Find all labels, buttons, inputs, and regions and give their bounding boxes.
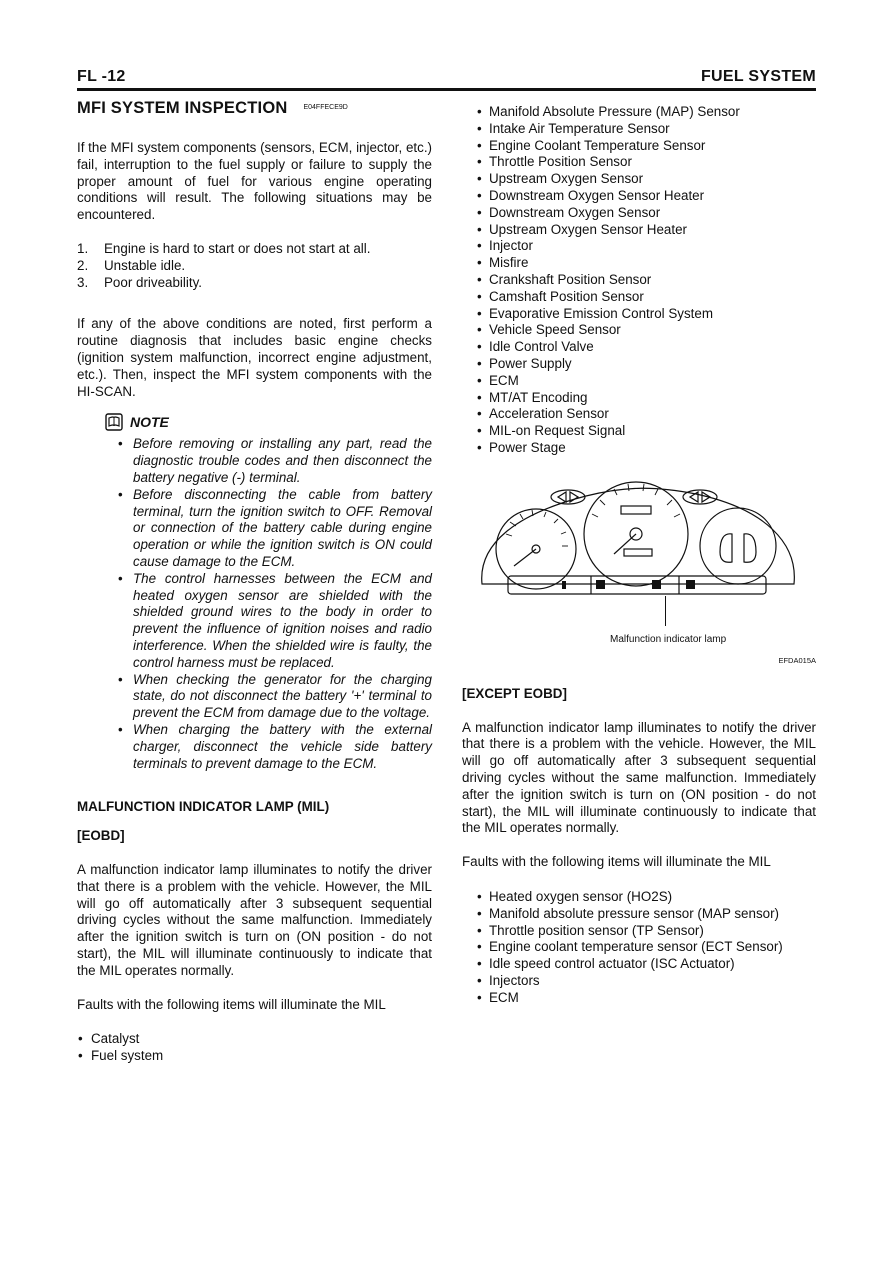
list-item: • Power Stage [462, 440, 816, 457]
mfi-inspection-heading [77, 100, 432, 117]
item-text: Poor driveability. [104, 274, 202, 290]
mfi-followup: If any of the above conditions are noted, first perform a routine diagnosis that includes basic engine checks (ignition system malfunction, incorrect engine adjustment, etc.). Then, inspect the MFI system components with the HI-SCAN. [77, 316, 432, 399]
list-item: • Manifold Absolute Pressure (MAP) Sensor [462, 104, 816, 121]
list-item: • Heated oxygen sensor (HO2S) [462, 889, 816, 906]
list-item: • Camshaft Position Sensor [462, 289, 816, 306]
except-eobd-faults-intro: Faults with the following items will illuminate the MIL [462, 854, 771, 870]
list-item: • Evaporative Emission Control System [462, 306, 816, 323]
trip-display [624, 549, 652, 556]
mil-engine-lamp-icon [596, 580, 605, 589]
section-title: FUEL SYSTEM [700, 68, 816, 85]
list-item: • Engine Coolant Temperature Sensor [462, 138, 816, 155]
figure-code: EFDA015A [778, 656, 816, 665]
page-number: FL -12 [77, 68, 126, 85]
list-item: • Throttle Position Sensor [462, 154, 816, 171]
fuel-temp-gauge [700, 508, 776, 584]
list-item: • Throttle position sensor (TP Sensor) [462, 923, 816, 940]
eobd-faults-intro: Faults with the following items will illuminate the MIL [77, 996, 386, 1012]
list-item: • Downstream Oxygen Sensor [462, 205, 816, 222]
list-item: • MIL-on Request Signal [462, 423, 816, 440]
note-item: • Before removing or installing any part, read the diagnostic trouble codes and then disconnect the battery negative (-) terminal. [117, 436, 432, 486]
list-item: • Acceleration Sensor [462, 406, 816, 423]
list-item: • Fuel system [77, 1048, 432, 1065]
list-item [77, 258, 432, 275]
except-eobd-heading: [EXCEPT EOBD] [462, 685, 567, 701]
item-number: 2. [77, 257, 89, 273]
warning-lamp-strip [508, 576, 766, 594]
list-item: • Downstream Oxygen Sensor Heater [462, 188, 816, 205]
except-eobd-faults-list [462, 889, 816, 1007]
note-label: NOTE [130, 413, 169, 430]
list-item: • Idle Control Valve [462, 339, 816, 356]
list-item: • Crankshaft Position Sensor [462, 272, 816, 289]
note-item: • Before disconnecting the cable from battery terminal, turn the ignition switch to OFF. Removal or connection of the battery cable during engine operation or while the ignition switch is ON could cause damage to the ECM. [117, 487, 432, 571]
list-item: • Idle speed control actuator (ISC Actuator) [462, 956, 816, 973]
note-heading [105, 413, 432, 431]
mfi-intro: If the MFI system components (sensors, ECM, injector, etc.) fail, interruption to the fuel supply or failure to supply the proper amount of fuel for various engine operating conditions will result. The following situations may be encountered. [77, 140, 432, 223]
eobd-faults-list-continued [462, 104, 816, 457]
item-number: 1. [77, 241, 89, 257]
item-text: Engine is hard to start or does not start at all. [104, 241, 371, 257]
mil-heading: MALFUNCTION INDICATOR LAMP (MIL) [77, 799, 330, 815]
list-item [77, 241, 432, 258]
mfi-inspection-title: MFI SYSTEM INSPECTION [77, 99, 288, 117]
list-item: • Misfire [462, 255, 816, 272]
list-item: • Vehicle Speed Sensor [462, 322, 816, 339]
note-book-icon [105, 413, 123, 431]
eobd-description: A malfunction indicator lamp illuminates to notify the driver that there is a problem with the vehicle. However, the MIL will go off automatically after 3 subsequent sequential driving cycles without the same malfunction. Immediately after the ignition switch is turn on (ON position - do not start), the MIL will illuminate continuously to indicate that the MIL operates normally. [77, 861, 432, 978]
list-item [77, 275, 432, 292]
list-item: • ECM [462, 373, 816, 390]
list-item: • Engine coolant temperature sensor (ECT Sensor) [462, 939, 816, 956]
note-item: • When checking the generator for the charging state, do not disconnect the battery '+' terminal to prevent the ECM from damage due to the voltage. [117, 672, 432, 722]
instrument-cluster-illustration [476, 474, 798, 608]
mfi-inspection-code: E04FFECE9D [303, 104, 348, 112]
list-item: • Catalyst [77, 1031, 432, 1048]
list-item: • Intake Air Temperature Sensor [462, 121, 816, 138]
speedometer-needle [614, 534, 636, 554]
item-text: Unstable idle. [104, 257, 186, 273]
list-item: • ECM [462, 990, 816, 1007]
item-number: 3. [77, 274, 89, 290]
list-item: • Power Supply [462, 356, 816, 373]
eobd-heading: [EOBD] [77, 828, 125, 844]
note-item: • The control harnesses between the ECM and heated oxygen sensor are shielded with the shielded ground wires to the body in order to prevent the influence of ignition noises and radio interference. When the shielded wire is faulty, the control harness must be replaced. [117, 571, 432, 672]
list-item: • MT/AT Encoding [462, 390, 816, 407]
odometer-display [621, 506, 651, 514]
callout-leader-line [665, 596, 666, 626]
list-item: • Upstream Oxygen Sensor [462, 171, 816, 188]
figure-caption: Malfunction indicator lamp [610, 634, 727, 645]
right-turn-signal-icon [683, 490, 717, 504]
note-list [117, 436, 432, 772]
list-item: • Manifold absolute pressure sensor (MAP sensor) [462, 906, 816, 923]
left-column [77, 100, 432, 1065]
note-item: • When charging the battery with the external charger, disconnect the vehicle side battery terminals to prevent damage to the ECM. [117, 722, 432, 772]
list-item: • Upstream Oxygen Sensor Heater [462, 222, 816, 239]
list-item: • Injector [462, 238, 816, 255]
eobd-faults-list [77, 1031, 432, 1065]
cluster-housing [482, 488, 795, 584]
situation-list [77, 241, 432, 291]
list-item: • Injectors [462, 973, 816, 990]
header-rule [77, 88, 816, 91]
except-eobd-description: A malfunction indicator lamp illuminates to notify the driver that there is a problem with the vehicle. However, the MIL will go off automatically after 3 subsequent sequential driving cycles without the same malfunction. Immediately after the ignition switch is turn on (ON position - do not start), the MIL will illuminate continuously to indicate that the MIL operates normally. [462, 719, 816, 836]
